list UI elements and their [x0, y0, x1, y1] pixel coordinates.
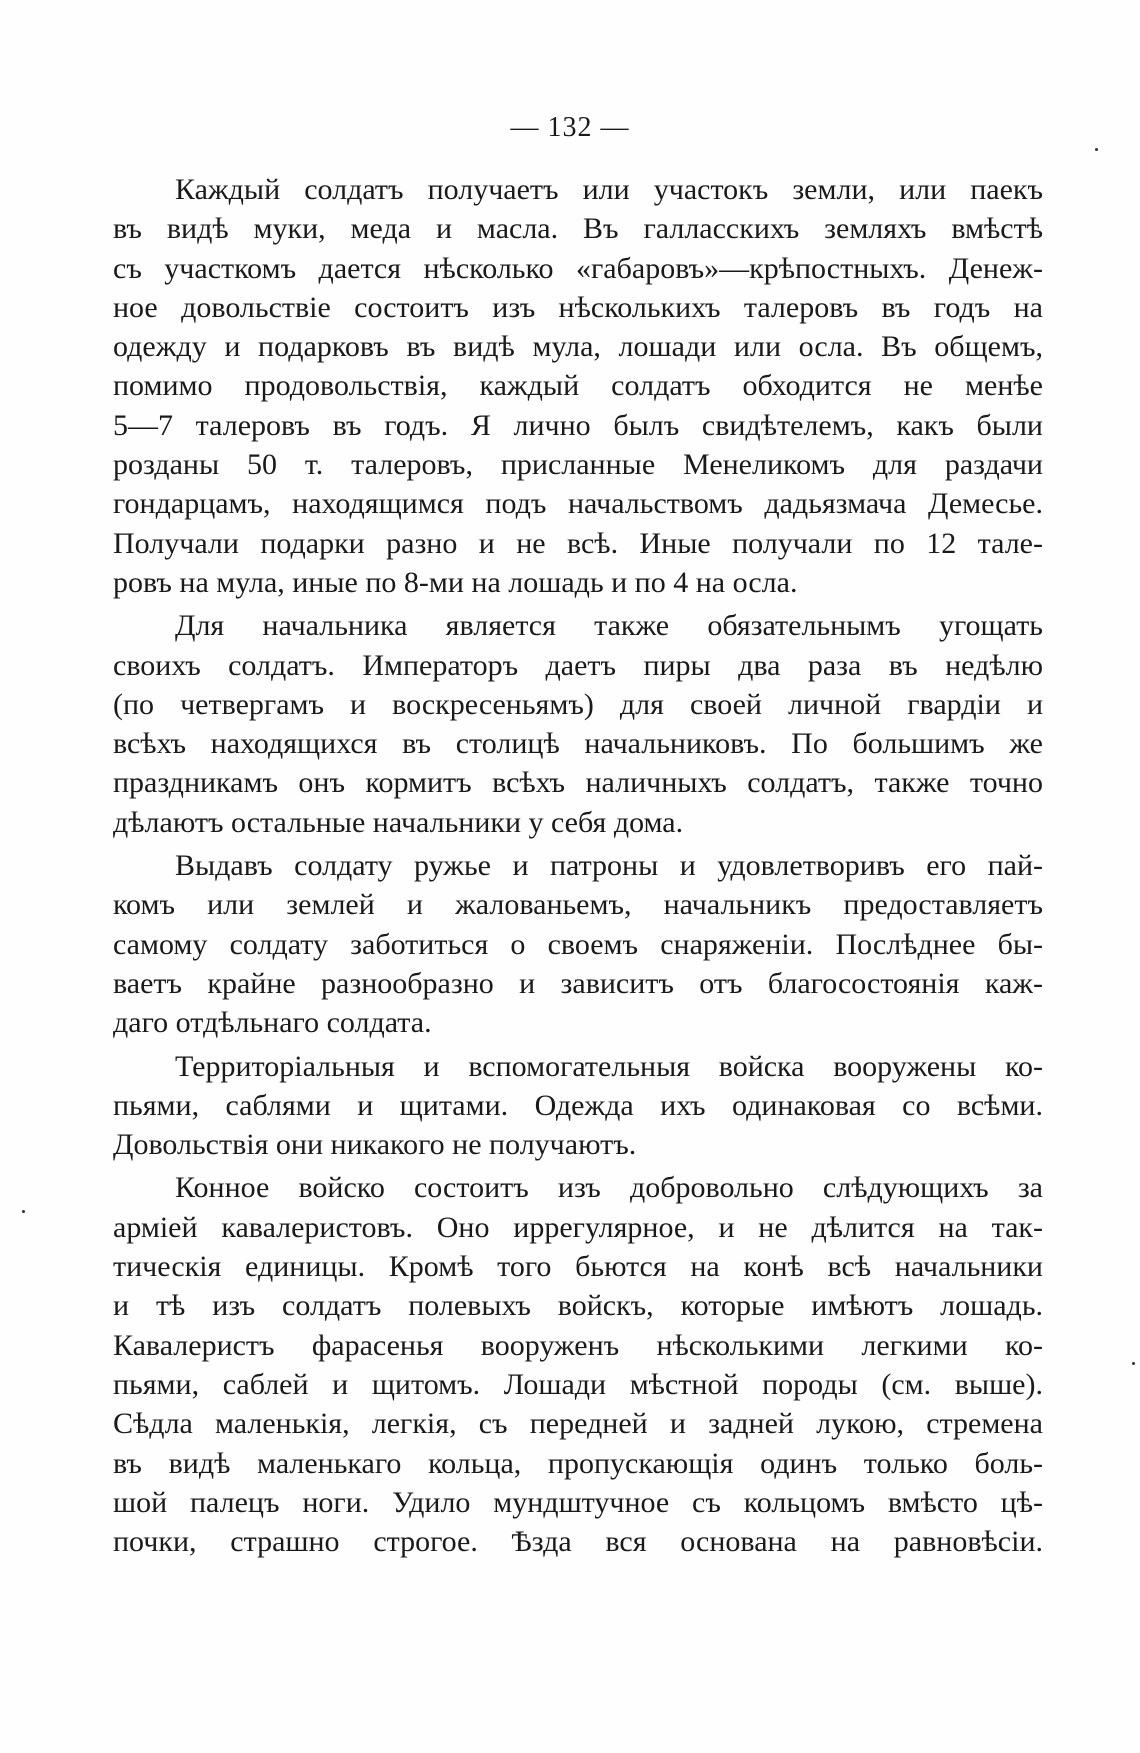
paragraph [113, 606, 1043, 842]
text-line: въ видѣ маленькаго кольца, пропускающія одинъ только боль- [113, 1446, 1043, 1480]
text-line: самому солдату заботиться о своемъ снаряженіи. Послѣднее бы- [113, 927, 1043, 961]
print-speck [22, 1210, 25, 1213]
paragraph [113, 1047, 1043, 1165]
text-line: ное довольствіе состоитъ изъ нѣсколькихъ талеровъ въ годъ на [113, 290, 1043, 324]
text-line: шой палецъ ноги. Удило мундштучное съ кольцомъ вмѣсто цѣ- [113, 1485, 1043, 1519]
text-line: Для начальника является также обязательнымъ угощать [175, 609, 1043, 643]
text-line: Выдавъ солдату ружье и патроны и удовлетворивъ его пай- [175, 849, 1043, 883]
paragraph [113, 846, 1043, 1042]
text-line: дѣлаютъ остальные начальники у себя дома. [113, 805, 684, 839]
paragraph [113, 1168, 1043, 1561]
text-line: тическія единицы. Кромѣ того бьются на конѣ всѣ начальники [113, 1250, 1043, 1284]
text-line: комъ или землей и жалованьемъ, начальникъ предоставляетъ [113, 888, 1043, 922]
text-line: пьями, саблями и щитами. Одежда ихъ одинаковая со всѣми. [113, 1088, 1043, 1122]
text-line: въ видѣ муки, меда и масла. Въ галласскихъ земляхъ вмѣстѣ [113, 212, 1043, 246]
text-line: пьями, саблей и щитомъ. Лошади мѣстной породы (см. выше). [113, 1367, 1043, 1401]
text-line: арміей кавалеристовъ. Оно иррегулярное, и не дѣлится на так- [113, 1210, 1043, 1244]
print-speck [1095, 148, 1098, 151]
text-line: розданы 50 т. талеровъ, присланные Менеликомъ для раздачи [113, 448, 1043, 482]
text-line: 5—7 талеровъ въ годъ. Я лично былъ свидѣтелемъ, какъ были [113, 408, 1043, 442]
paragraph [113, 170, 1043, 602]
body-text [113, 170, 1043, 1565]
text-line: Довольствія они никакого не получаютъ. [113, 1128, 637, 1162]
text-line: Сѣдла маленькія, легкія, съ передней и задней лукою, стремена [113, 1407, 1043, 1441]
text-line: Кавалеристъ фарасенья вооруженъ нѣсколькими легкими ко- [113, 1328, 1043, 1362]
text-line: праздникамъ онъ кормитъ всѣхъ наличныхъ солдатъ, также точно [113, 766, 1043, 800]
text-line: даго отдѣльнаго солдата. [113, 1006, 432, 1040]
text-line: Конное войско состоитъ изъ добровольно слѣдующихъ за [175, 1171, 1043, 1205]
text-line: своихъ солдатъ. Императоръ даетъ пиры два раза въ недѣлю [113, 648, 1043, 682]
text-line: всѣхъ находящихся въ столицѣ начальниковъ. По большимъ же [113, 727, 1043, 761]
text-line: одежду и подарковъ въ видѣ мула, лошади или осла. Въ общемъ, [113, 330, 1043, 364]
text-line: ваетъ крайне разнообразно и зависитъ отъ благосостоянія каж- [113, 966, 1043, 1000]
text-line: Получали подарки разно и не всѣ. Иные получали по 12 тале- [113, 526, 1043, 560]
page-number: — 132 — [510, 112, 630, 143]
text-line: гондарцамъ, находящимся подъ начальствомъ дадьязмача Демесье. [113, 487, 1043, 521]
print-speck [1132, 1362, 1135, 1365]
text-line: помимо продовольствія, каждый солдатъ обходится не менѣе [113, 369, 1043, 403]
text-line: почки, страшно строгое. Ѣзда вся основана на равновѣсіи. [113, 1525, 1043, 1559]
text-line: Каждый солдатъ получаетъ или участокъ земли, или паекъ [175, 173, 1043, 206]
text-line: съ участкомъ дается нѣсколько «габаровъ»—крѣпостныхъ. Денеж- [113, 251, 1043, 285]
text-line: и тѣ изъ солдатъ полевыхъ войскъ, которые имѣютъ лошадь. [113, 1289, 1043, 1323]
text-line: (по четвергамъ и воскресеньямъ) для своей личной гвардіи и [113, 687, 1043, 721]
text-line: Территоріальныя и вспомогательныя войска вооружены ко- [175, 1049, 1043, 1083]
text-line: ровъ на мула, иные по 8-ми на лошадь и по 4 на осла. [113, 565, 798, 599]
